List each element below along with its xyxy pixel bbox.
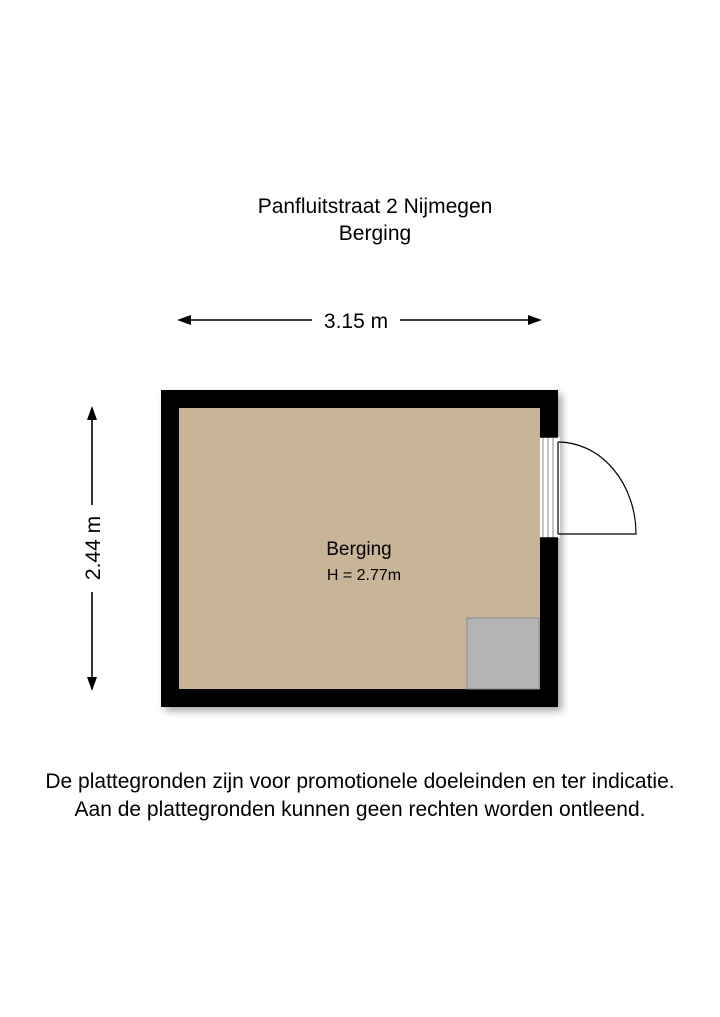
height-label: 2.44 m: [82, 515, 105, 581]
disclaimer-line-1: De plattegronden zijn voor promotionele doeleinden en ter indicatie.: [45, 770, 675, 793]
width-dimension: [177, 310, 542, 333]
appliance-box: [467, 618, 539, 689]
door: [540, 437, 636, 538]
arrow-up-icon: [87, 406, 97, 420]
arrow-right-icon: [528, 315, 542, 325]
plan-subtitle: Berging: [338, 222, 412, 245]
plan-title: Panfluitstraat 2 Nijmegen: [257, 195, 493, 218]
height-dimension: [82, 406, 105, 691]
room-height-label: H = 2.77m: [326, 567, 402, 584]
door-swing-arc: [558, 442, 636, 534]
disclaimer-line-2: Aan de plattegronden kunnen geen rechten worden ontleend.: [74, 798, 646, 821]
arrow-down-icon: [87, 677, 97, 691]
width-label: 3.15 m: [323, 310, 389, 333]
room-name-label: Berging: [326, 539, 392, 560]
arrow-left-icon: [177, 315, 191, 325]
